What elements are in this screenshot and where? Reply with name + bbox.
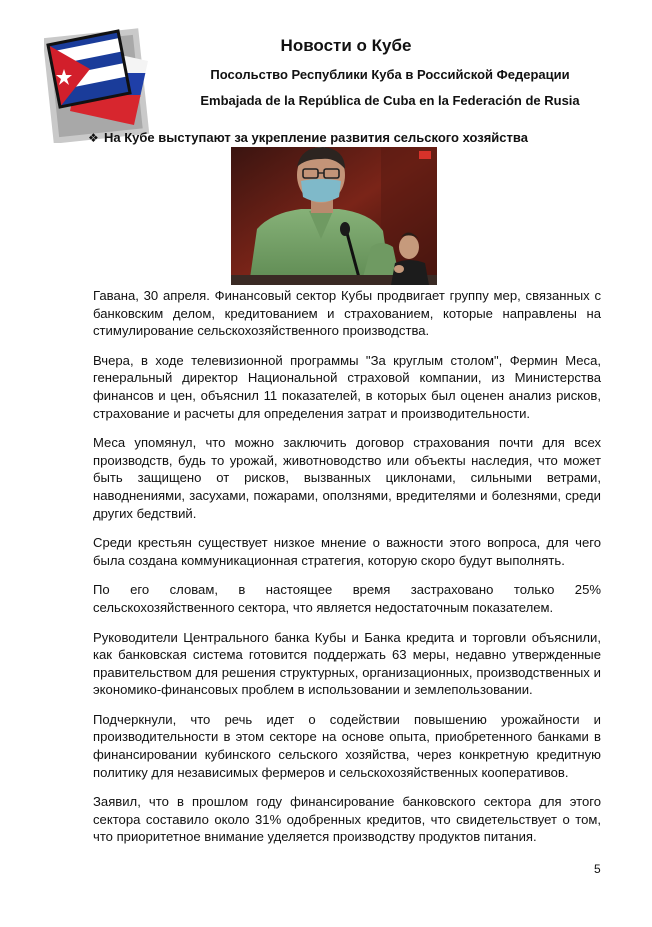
page-number: 5 [594, 862, 601, 876]
embassy-name-es: Embajada de la República de Cuba en la Federación de Rusia [200, 93, 580, 108]
headline-text: На Кубе выступают за укрепление развития сельского хозяйства [104, 130, 528, 145]
article-paragraph: Среди крестьян существует низкое мнение о важности этого вопроса, для чего была создана коммуникационная стратегия, которую скоро будут выполнять. [93, 535, 601, 568]
news-photo [231, 147, 437, 285]
article-body [93, 287, 601, 858]
article-paragraph: Меса упомянул, что можно заключить договор страхования почти для всех производств, будь то урожай, животноводство или объекты наследия, что может быть защищено от рисков, вызванных циклонами, сильными ветрами, наводнениями, засухами, пожарами, оползнями, вредителями и болезнями, среди других бедствий. [93, 435, 601, 521]
embassy-name-ru: Посольство Республики Куба в Российской Федерации [210, 67, 570, 82]
article-paragraph: Заявил, что в прошлом году финансирование банковского сектора для этого сектора составило около 31% одобренных кредитов, что свидетельствует о том, что приоритетное внимание уделяется производству продуктов питания. [93, 794, 601, 845]
article-paragraph: Гавана, 30 апреля. Финансовый сектор Кубы продвигает группу мер, связанных с банковским делом, кредитованием и страхованием, которые направлены на стимулирование сельскохозяйственного производства. [93, 288, 601, 339]
article-paragraph: Подчеркнули, что речь идет о содействии повышению урожайности и производительности в этом секторе на основе опыта, приобретенного банками в финансировании кубинского сельского хозяйства, через конкретную кредитную политику для независимых фермеров и сельскохозяйственных кооперативов. [93, 711, 601, 780]
article-headline [88, 130, 528, 145]
diamond-bullet-icon: ❖ [88, 131, 99, 145]
page-title: Новости о Кубе [280, 36, 412, 55]
article-paragraph: Вчера, в ходе телевизионной программы "За круглым столом", Фермин Меса, генеральный директор Национальной страховой компании, из Министерства финансов и цен, объяснил 11 показателей, в которых был оценен анализ рисков, страхование и расчеты для определения затрат и производительности. [93, 352, 601, 421]
article-paragraph: По его словам, в настоящее время застраховано только 25% сельскохозяйственного сектора, что является недостаточным показателем. [93, 582, 601, 615]
article-paragraph: Руководители Центрального банка Кубы и Банка кредита и торговли объяснили, как банковская система готовится поддержать 63 меры, недавно утвержденные правительством для решения структурных, организационных, производственных и экономико-финансовых проблем в использовании и землепользовании. [93, 629, 601, 698]
